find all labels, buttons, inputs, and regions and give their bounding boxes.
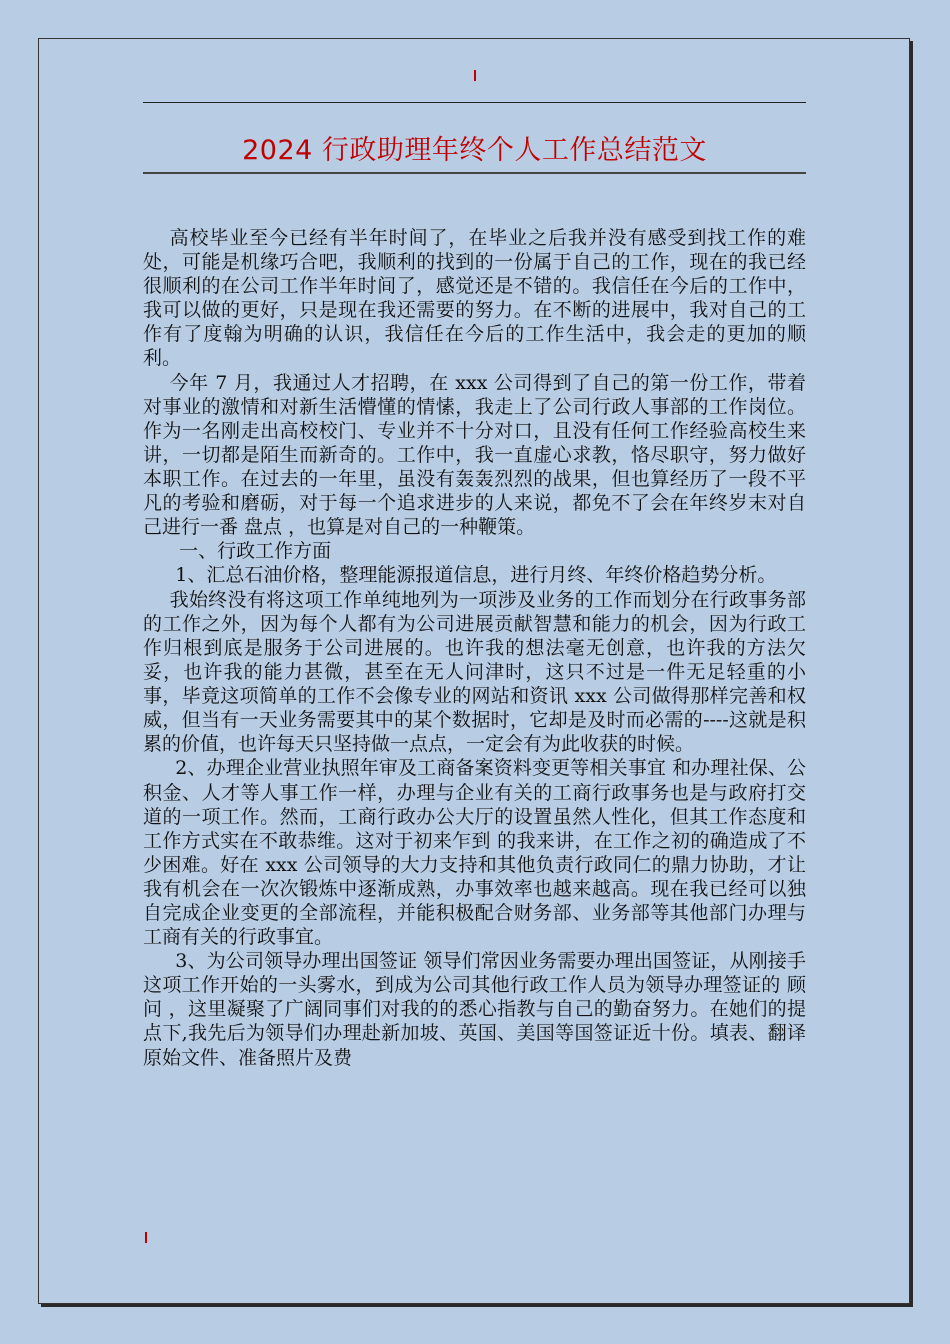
document-title: 2024 行政助理年终个人工作总结范文 [242, 135, 707, 166]
section-heading-admin: 一、行政工作方面 [179, 540, 332, 563]
list-item-3: 3、为公司领导办理出国签证 领导们常因业务需要办理出国签证，从刚接手这项工作开始的一头雾水，到成为公司其他行政工作人员为领导办理签证的 顾问 ，这里凝聚了广阔同事们对我的的悉心指教与自己的勤奋努力。在她们的提点下,我先后为领导们办理赴新加坡、英国、美国等国签证近十份。填表、翻译原始文件、准备照片及费 [143, 950, 806, 1069]
list-item-1: 1、汇总石油价格，整理能源报道信息，进行月终、年终价格趋势分析。 [175, 564, 777, 587]
header-cursor-mark [474, 70, 476, 81]
paragraph-intro: 高校毕业至今已经有半年时间了，在毕业之后我并没有感受到找工作的难处，可能是机缘巧合吧，我顺利的找到的一份属于自己的工作，现在的我已经很顺利的在公司工作半年时间了，感觉还是不错的。我信任在今后的工作中，我可以做的更好，只是现在我还需要的努力。在不断的进展中，我对自己的工作有了度翰为明确的认识，我信任在今后的工作生活中，我会走的更加的顺利。 [143, 227, 806, 370]
list-item-2: 2、办理企业营业执照年审及工商备案资料变更等相关事宜 和办理社保、公积金、人才等人事工作一样，办理与企业有关的工商行政事务也是与政府打交道的一项工作。然而，工商行政办公大厅的设置虽然人性化，但其工作态度和工作方式实在不敢恭维。这对于初来乍到 的我来讲，在工作之初的确造成了不少困难。好在 xxx 公司领导的大力支持和其他负责行政同仁的鼎力协助，才让我有机会在一次次锻炼中逐渐成熟，办事效率也越来越高。现在我已经可以独自完成企业变更的全部流程，并能积极配合财务部、业务部等其他部门办理与工商有关的行政事宜。 [143, 757, 806, 949]
paragraph-july: 今年 7 月，我通过人才招聘，在 xxx 公司得到了自己的第一份工作，带着对事业的激情和对新生活懵懂的情愫，我走上了公司行政人事部的工作岗位。作为一名刚走出高校校门、专业并不十分对口，且没有任何工作经验高校生来讲，一切都是陌生而新奇的。工作中，我一直虚心求教，恪尽职守，努力做好本职工作。在过去的一年里，虽没有轰轰烈烈的战果，但也算经历了一段不平凡的考验和磨砺，对于每一个追求进步的人来说，都免不了会在年终岁末对自己进行一番 盘点 ，也算是对自己的一种鞭策。 [143, 371, 806, 539]
footer-cursor-mark [145, 1232, 147, 1243]
document-body [143, 226, 806, 1070]
title-underline [143, 172, 806, 174]
header-rule [143, 102, 806, 103]
paragraph-item-1-detail: 我始终没有将这项工作单纯地列为一项涉及业务的工作而划分在行政事务部的工作之外，因为每个人都有为公司进展贡献智慧和能力的机会，因为行政工作归根到底是服务于公司进展的。也许我的想法毫无创意，也许我的方法欠妥，也许我的能力甚微，甚至在无人问津时，这只不过是一件无足轻重的小事，毕竟这项简单的工作不会像专业的网站和资讯 xxx 公司做得那样完善和权威，但当有一天业务需要其中的某个数据时，它却是及时而必需的----这就是积累的价值，也许每天只坚持做一点点，一定会有为此收获的时候。 [143, 588, 806, 756]
